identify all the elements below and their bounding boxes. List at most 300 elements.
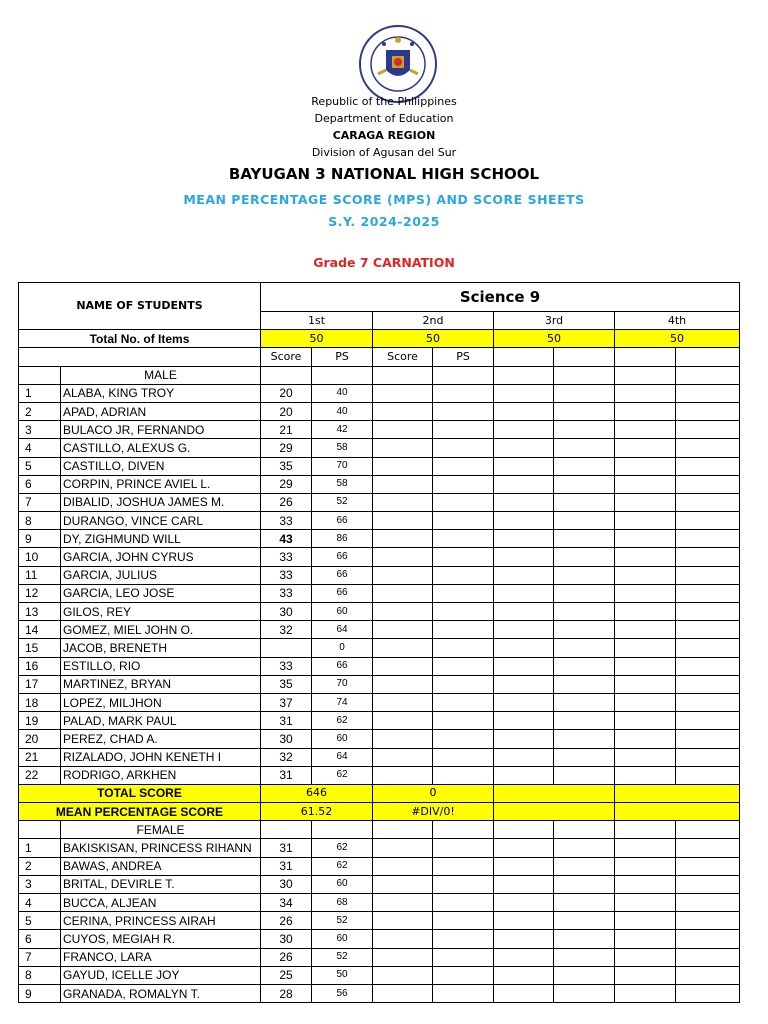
blank-cell <box>554 675 615 693</box>
student-name: CASTILLO, DIVEN <box>61 457 261 475</box>
blank-cell <box>494 930 554 948</box>
ps-q1: 52 <box>312 912 373 930</box>
score-q1: 33 <box>261 584 312 602</box>
blank-cell <box>676 621 740 639</box>
blank-cell <box>615 930 676 948</box>
ps-q1: 62 <box>312 839 373 857</box>
blank-cell <box>433 930 494 948</box>
score-ps-label-row <box>19 348 740 366</box>
student-number: 14 <box>19 621 61 639</box>
blank-cell <box>373 402 433 420</box>
student-number: 20 <box>19 730 61 748</box>
blank-cell <box>494 857 554 875</box>
student-name: GARCIA, JULIUS <box>61 566 261 584</box>
blank-cell <box>494 512 554 530</box>
blank-cell <box>554 857 615 875</box>
blank-cell <box>554 475 615 493</box>
blank-cell <box>676 475 740 493</box>
ps-q1: 40 <box>312 402 373 420</box>
student-name: JACOB, BRENETH <box>61 639 261 657</box>
blank-cell <box>494 603 554 621</box>
student-number: 13 <box>19 603 61 621</box>
blank-cell <box>373 603 433 621</box>
blank-cell <box>676 730 740 748</box>
ps-q1: 60 <box>312 730 373 748</box>
blank-cell <box>373 730 433 748</box>
blank-cell <box>494 712 554 730</box>
blank-cell <box>615 493 676 511</box>
student-name: GRANADA, ROMALYN T. <box>61 984 261 1002</box>
table-row <box>19 894 740 912</box>
school-name: BAYUGAN 3 NATIONAL HIGH SCHOOL <box>228 165 540 183</box>
blank-cell <box>554 384 615 402</box>
score-q1: 26 <box>261 493 312 511</box>
blank-cell <box>494 821 554 839</box>
blank-cell <box>554 730 615 748</box>
blank-cell <box>676 657 740 675</box>
score-q1: 25 <box>261 966 312 984</box>
table-row <box>19 930 740 948</box>
blank-cell <box>433 493 494 511</box>
total-score-q3 <box>494 784 615 802</box>
blank-cell <box>615 439 676 457</box>
blank-cell <box>373 821 433 839</box>
blank-cell <box>676 603 740 621</box>
ps-q1: 0 <box>312 639 373 657</box>
region-text: CARAGA REGION <box>332 129 436 142</box>
ps-q1: 60 <box>312 875 373 893</box>
blank-cell <box>554 748 615 766</box>
total-score-label: TOTAL SCORE <box>19 784 261 802</box>
student-name: BAKISKISAN, PRINCESS RIHANN <box>61 839 261 857</box>
blank-cell <box>554 366 615 384</box>
blank-cell <box>494 766 554 784</box>
blank-cell <box>554 457 615 475</box>
blank-cell <box>494 439 554 457</box>
blank-cell <box>554 966 615 984</box>
blank-cell <box>554 657 615 675</box>
blank-cell <box>433 912 494 930</box>
blank-cell <box>615 730 676 748</box>
score-q1: 21 <box>261 421 312 439</box>
student-name: BRITAL, DEVIRLE T. <box>61 875 261 893</box>
blank-cell <box>373 457 433 475</box>
table-row <box>19 384 740 402</box>
table-row <box>19 675 740 693</box>
student-name: BUCCA, ALJEAN <box>61 894 261 912</box>
student-number: 7 <box>19 948 61 966</box>
grade-section: Grade 7 CARNATION <box>313 255 455 270</box>
quarter-header-1: 1st <box>261 312 373 330</box>
subject-header: Science 9 <box>261 283 740 312</box>
student-number: 8 <box>19 966 61 984</box>
blank-cell <box>433 693 494 711</box>
blank-cell <box>433 821 494 839</box>
blank-cell <box>676 384 740 402</box>
score-q1: 33 <box>261 657 312 675</box>
blank-cell <box>373 675 433 693</box>
blank-cell <box>615 348 676 366</box>
ps-q1: 64 <box>312 748 373 766</box>
blank-cell <box>615 530 676 548</box>
student-number: 3 <box>19 875 61 893</box>
ps-q1: 56 <box>312 984 373 1002</box>
blank-cell <box>433 530 494 548</box>
blank-cell <box>615 984 676 1002</box>
blank-cell <box>615 748 676 766</box>
total-items-q4: 50 <box>615 330 740 348</box>
blank-cell <box>676 948 740 966</box>
quarter-header-2: 2nd <box>373 312 494 330</box>
blank-cell <box>494 984 554 1002</box>
student-number: 10 <box>19 548 61 566</box>
student-number: 6 <box>19 475 61 493</box>
ps-q1: 58 <box>312 439 373 457</box>
mps-title: MEAN PERCENTAGE SCORE (MPS) AND SCORE SHEETS <box>183 192 585 207</box>
score-q1: 31 <box>261 857 312 875</box>
table-row <box>19 875 740 893</box>
blank-cell <box>494 402 554 420</box>
republic-text: Republic of the Philippines <box>311 95 457 108</box>
student-name: DIBALID, JOSHUA JAMES M. <box>61 493 261 511</box>
ps-q1: 64 <box>312 621 373 639</box>
blank-cell <box>373 948 433 966</box>
table-row <box>19 493 740 511</box>
blank-cell <box>433 966 494 984</box>
total-score-q2: 0 <box>373 784 494 802</box>
blank-cell <box>494 457 554 475</box>
blank-cell <box>373 566 433 584</box>
blank-cell <box>373 384 433 402</box>
blank-cell <box>19 821 61 839</box>
ps-q1: 66 <box>312 512 373 530</box>
student-name: CASTILLO, ALEXUS G. <box>61 439 261 457</box>
blank-cell <box>19 348 261 366</box>
blank-cell <box>373 439 433 457</box>
total-items-label: Total No. of Items <box>19 330 261 348</box>
student-number: 3 <box>19 421 61 439</box>
blank-cell <box>676 930 740 948</box>
blank-cell <box>494 875 554 893</box>
blank-cell <box>494 584 554 602</box>
blank-cell <box>433 875 494 893</box>
blank-cell <box>615 584 676 602</box>
blank-cell <box>554 766 615 784</box>
blank-cell <box>676 894 740 912</box>
blank-cell <box>554 402 615 420</box>
score-q1: 29 <box>261 439 312 457</box>
student-name: DURANGO, VINCE CARL <box>61 512 261 530</box>
ps-q1: 52 <box>312 948 373 966</box>
blank-cell <box>554 948 615 966</box>
blank-cell <box>373 584 433 602</box>
table-row <box>19 402 740 420</box>
blank-cell <box>676 493 740 511</box>
blank-cell <box>433 402 494 420</box>
blank-cell <box>494 530 554 548</box>
blank-cell <box>373 712 433 730</box>
quarter-header-3: 3rd <box>494 312 615 330</box>
student-name: FRANCO, LARA <box>61 948 261 966</box>
blank-cell <box>494 730 554 748</box>
score-q1: 33 <box>261 512 312 530</box>
blank-cell <box>554 693 615 711</box>
student-name: CUYOS, MEGIAH R. <box>61 930 261 948</box>
blank-cell <box>494 693 554 711</box>
blank-cell <box>494 675 554 693</box>
deped-seal-icon <box>356 22 440 106</box>
ps-q1: 66 <box>312 548 373 566</box>
blank-cell <box>373 493 433 511</box>
score-q1: 30 <box>261 603 312 621</box>
mps-q4 <box>615 803 740 821</box>
total-score-row <box>19 784 740 802</box>
score-q1: 31 <box>261 839 312 857</box>
mps-label: MEAN PERCENTAGE SCORE <box>19 803 261 821</box>
blank-cell <box>433 766 494 784</box>
ps-q1: 52 <box>312 493 373 511</box>
blank-cell <box>261 366 312 384</box>
ps-q1: 74 <box>312 693 373 711</box>
table-row <box>19 421 740 439</box>
blank-cell <box>615 421 676 439</box>
blank-cell <box>433 603 494 621</box>
student-number: 2 <box>19 402 61 420</box>
score-q1: 31 <box>261 766 312 784</box>
blank-cell <box>554 584 615 602</box>
blank-cell <box>433 621 494 639</box>
header-row-subject <box>19 283 740 312</box>
blank-cell <box>494 566 554 584</box>
blank-cell <box>615 402 676 420</box>
female-section-label <box>19 821 740 839</box>
ps-label-q1: PS <box>312 348 373 366</box>
blank-cell <box>373 657 433 675</box>
student-name: GARCIA, LEO JOSE <box>61 584 261 602</box>
blank-cell <box>494 475 554 493</box>
blank-cell <box>433 421 494 439</box>
blank-cell <box>615 548 676 566</box>
blank-cell <box>373 548 433 566</box>
student-number: 5 <box>19 912 61 930</box>
ps-q1: 68 <box>312 894 373 912</box>
blank-cell <box>676 366 740 384</box>
blank-cell <box>676 839 740 857</box>
student-number: 9 <box>19 984 61 1002</box>
total-items-row <box>19 330 740 348</box>
blank-cell <box>261 821 312 839</box>
blank-cell <box>494 657 554 675</box>
mps-q3 <box>494 803 615 821</box>
score-q1: 31 <box>261 712 312 730</box>
blank-cell <box>494 894 554 912</box>
blank-cell <box>676 584 740 602</box>
blank-cell <box>373 748 433 766</box>
student-name: CORPIN, PRINCE AVIEL L. <box>61 475 261 493</box>
blank-cell <box>676 821 740 839</box>
table-row <box>19 984 740 1002</box>
score-q1: 30 <box>261 930 312 948</box>
table-row <box>19 966 740 984</box>
blank-cell <box>676 675 740 693</box>
blank-cell <box>615 475 676 493</box>
blank-cell <box>373 530 433 548</box>
blank-cell <box>615 603 676 621</box>
ps-q1: 60 <box>312 603 373 621</box>
blank-cell <box>554 712 615 730</box>
blank-cell <box>433 366 494 384</box>
student-number: 6 <box>19 930 61 948</box>
blank-cell <box>373 421 433 439</box>
table-row <box>19 712 740 730</box>
blank-cell <box>554 530 615 548</box>
ps-q1: 70 <box>312 457 373 475</box>
table-row <box>19 857 740 875</box>
blank-cell <box>615 512 676 530</box>
table-body <box>19 283 740 1003</box>
student-number: 1 <box>19 839 61 857</box>
blank-cell <box>433 675 494 693</box>
score-q1: 26 <box>261 948 312 966</box>
table-row <box>19 548 740 566</box>
table-row <box>19 566 740 584</box>
blank-cell <box>373 366 433 384</box>
student-number: 18 <box>19 693 61 711</box>
student-number: 17 <box>19 675 61 693</box>
blank-cell <box>615 894 676 912</box>
total-items-q3: 50 <box>494 330 615 348</box>
score-q1: 30 <box>261 875 312 893</box>
blank-cell <box>433 639 494 657</box>
student-number: 8 <box>19 512 61 530</box>
blank-cell <box>676 966 740 984</box>
blank-cell <box>554 512 615 530</box>
student-name: GARCIA, JOHN CYRUS <box>61 548 261 566</box>
blank-cell <box>494 493 554 511</box>
student-number: 16 <box>19 657 61 675</box>
blank-cell <box>676 530 740 548</box>
ps-q1: 62 <box>312 712 373 730</box>
ps-q1: 86 <box>312 530 373 548</box>
score-q1: 34 <box>261 894 312 912</box>
female-section-label-text: FEMALE <box>61 821 261 839</box>
blank-cell <box>615 621 676 639</box>
score-q1: 32 <box>261 748 312 766</box>
blank-cell <box>676 712 740 730</box>
blank-cell <box>615 821 676 839</box>
total-score-q1: 646 <box>261 784 373 802</box>
student-number: 5 <box>19 457 61 475</box>
blank-cell <box>615 766 676 784</box>
table-row <box>19 730 740 748</box>
blank-cell <box>373 512 433 530</box>
blank-cell <box>433 548 494 566</box>
department-text: Department of Education <box>314 112 454 125</box>
blank-cell <box>676 566 740 584</box>
student-name: RIZALADO, JOHN KENETH I <box>61 748 261 766</box>
blank-cell <box>554 912 615 930</box>
student-name: BULACO JR, FERNANDO <box>61 421 261 439</box>
blank-cell <box>615 839 676 857</box>
blank-cell <box>554 875 615 893</box>
total-score-q4 <box>615 784 740 802</box>
blank-cell <box>433 730 494 748</box>
blank-cell <box>554 984 615 1002</box>
student-name: RODRIGO, ARKHEN <box>61 766 261 784</box>
ps-q1: 62 <box>312 857 373 875</box>
table-row <box>19 912 740 930</box>
blank-cell <box>433 475 494 493</box>
blank-cell <box>19 366 61 384</box>
table-row <box>19 512 740 530</box>
ps-q1: 42 <box>312 421 373 439</box>
score-sheet-table <box>18 282 740 1003</box>
blank-cell <box>676 912 740 930</box>
blank-cell <box>373 839 433 857</box>
blank-cell <box>373 912 433 930</box>
table-row <box>19 603 740 621</box>
student-name: GILOS, REY <box>61 603 261 621</box>
blank-cell <box>676 512 740 530</box>
score-q1: 20 <box>261 402 312 420</box>
blank-cell <box>676 693 740 711</box>
blank-cell <box>554 639 615 657</box>
student-name: ALABA, KING TROY <box>61 384 261 402</box>
blank-cell <box>615 366 676 384</box>
table-row <box>19 639 740 657</box>
blank-cell <box>676 457 740 475</box>
blank-cell <box>373 857 433 875</box>
blank-cell <box>373 966 433 984</box>
ps-label-q2: PS <box>433 348 494 366</box>
score-label-q2: Score <box>373 348 433 366</box>
blank-cell <box>615 657 676 675</box>
blank-cell <box>554 930 615 948</box>
blank-cell <box>373 639 433 657</box>
student-number: 7 <box>19 493 61 511</box>
ps-q1: 50 <box>312 966 373 984</box>
ps-q1: 40 <box>312 384 373 402</box>
table-row <box>19 693 740 711</box>
score-q1: 43 <box>261 530 312 548</box>
blank-cell <box>373 693 433 711</box>
student-name: PEREZ, CHAD A. <box>61 730 261 748</box>
male-section-label <box>19 366 740 384</box>
table-row <box>19 657 740 675</box>
table-row <box>19 621 740 639</box>
blank-cell <box>615 875 676 893</box>
table-row <box>19 748 740 766</box>
blank-cell <box>676 875 740 893</box>
blank-cell <box>494 621 554 639</box>
score-label-q1: Score <box>261 348 312 366</box>
mps-row <box>19 803 740 821</box>
student-number: 12 <box>19 584 61 602</box>
blank-cell <box>554 603 615 621</box>
blank-cell <box>433 984 494 1002</box>
total-items-q2: 50 <box>373 330 494 348</box>
student-name: BAWAS, ANDREA <box>61 857 261 875</box>
blank-cell <box>433 712 494 730</box>
blank-cell <box>554 621 615 639</box>
blank-cell <box>676 639 740 657</box>
student-name: DY, ZIGHMUND WILL <box>61 530 261 548</box>
blank-cell <box>494 839 554 857</box>
student-number: 9 <box>19 530 61 548</box>
blank-cell <box>554 821 615 839</box>
name-of-students-header: NAME OF STUDENTS <box>19 283 261 330</box>
blank-cell <box>554 421 615 439</box>
